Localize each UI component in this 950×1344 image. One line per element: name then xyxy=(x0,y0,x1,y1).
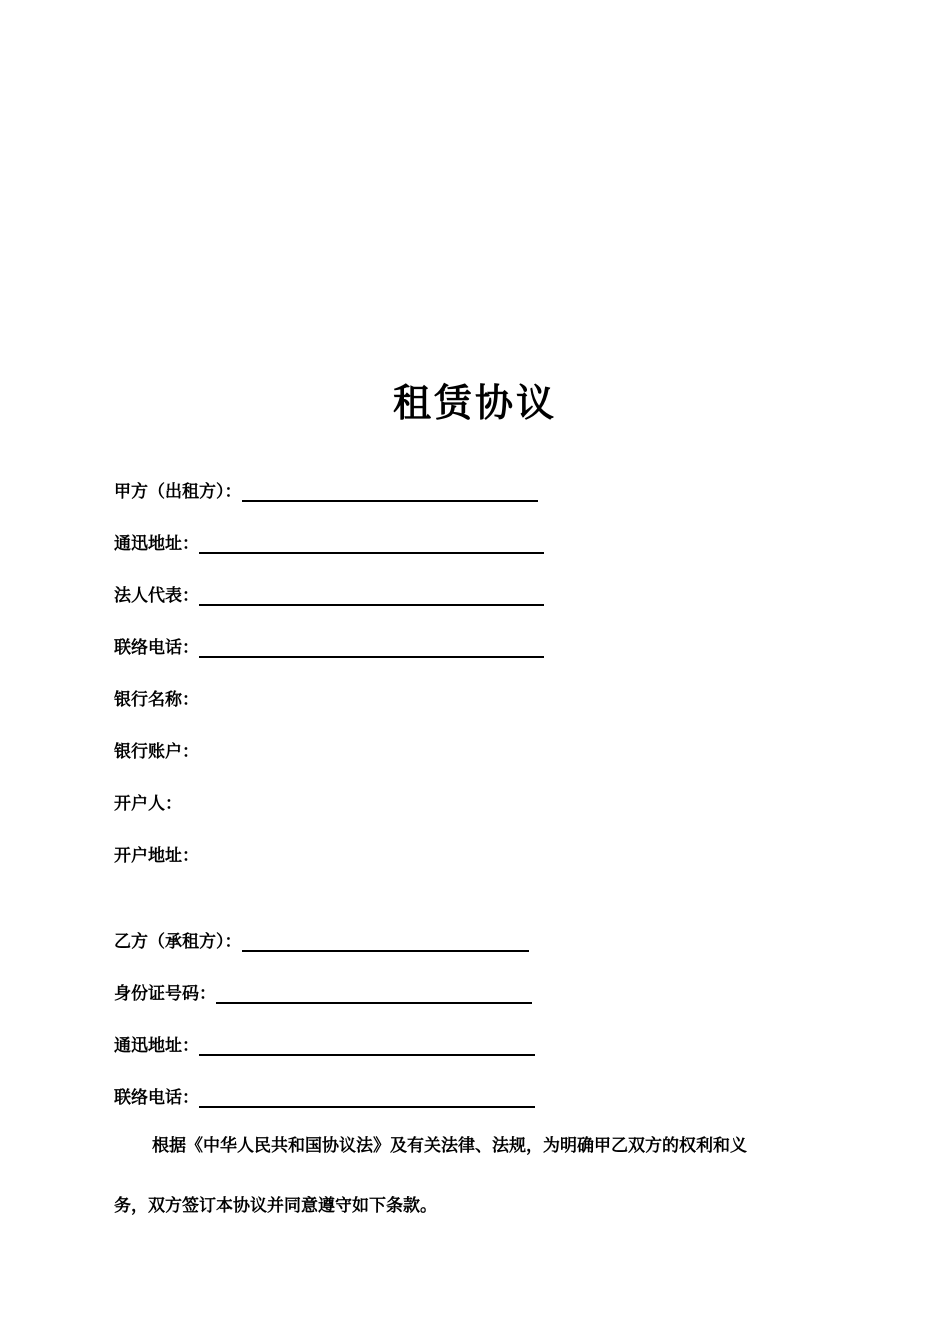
party-a-blank[interactable] xyxy=(242,482,538,502)
party-a-row xyxy=(114,474,538,504)
party-b-blank[interactable] xyxy=(242,932,529,952)
party-a-address-blank[interactable] xyxy=(199,534,544,554)
party-a-account-holder-row xyxy=(114,786,182,816)
party-b-label: 乙方（承租方）： xyxy=(114,932,242,952)
party-b-id-label: 身份证号码： xyxy=(114,984,216,1004)
intro-line-1: 根据《中华人民共和国协议法》及有关法律、法规，为明确甲乙双方的权利和义 xyxy=(152,1136,747,1156)
party-b-phone-blank[interactable] xyxy=(199,1088,535,1108)
party-b-id-blank[interactable] xyxy=(216,984,532,1004)
party-a-bank-name-label: 银行名称： xyxy=(114,690,199,710)
party-a-bank-account-label: 银行账户： xyxy=(114,742,199,762)
party-a-bank-account-row xyxy=(114,734,199,764)
party-b-phone-row xyxy=(114,1080,535,1110)
party-a-bank-address-row xyxy=(114,838,199,868)
party-a-phone-blank[interactable] xyxy=(199,638,544,658)
party-a-bank-name-row xyxy=(114,682,199,712)
document-title: 租赁协议 xyxy=(392,380,557,425)
party-b-address-blank[interactable] xyxy=(199,1036,535,1056)
party-a-phone-row xyxy=(114,630,544,660)
party-b-id-row xyxy=(114,976,532,1006)
party-a-legal-rep-label: 法人代表： xyxy=(114,586,199,606)
party-b-address-label: 通迅地址： xyxy=(114,1036,199,1056)
party-a-phone-label: 联络电话： xyxy=(114,638,199,658)
intro-line-2: 务，双方签订本协议并同意遵守如下条款。 xyxy=(114,1196,437,1216)
party-a-legal-rep-row xyxy=(114,578,544,608)
party-a-account-holder-label: 开户人： xyxy=(114,794,182,814)
party-b-phone-label: 联络电话： xyxy=(114,1088,199,1108)
party-b-address-row xyxy=(114,1028,535,1058)
party-a-address-label: 通迅地址： xyxy=(114,534,199,554)
party-a-address-row xyxy=(114,526,544,556)
party-a-bank-address-label: 开户地址： xyxy=(114,846,199,866)
party-b-row xyxy=(114,924,529,954)
party-a-label: 甲方（出租方）： xyxy=(114,482,242,502)
party-a-legal-rep-blank[interactable] xyxy=(199,586,544,606)
